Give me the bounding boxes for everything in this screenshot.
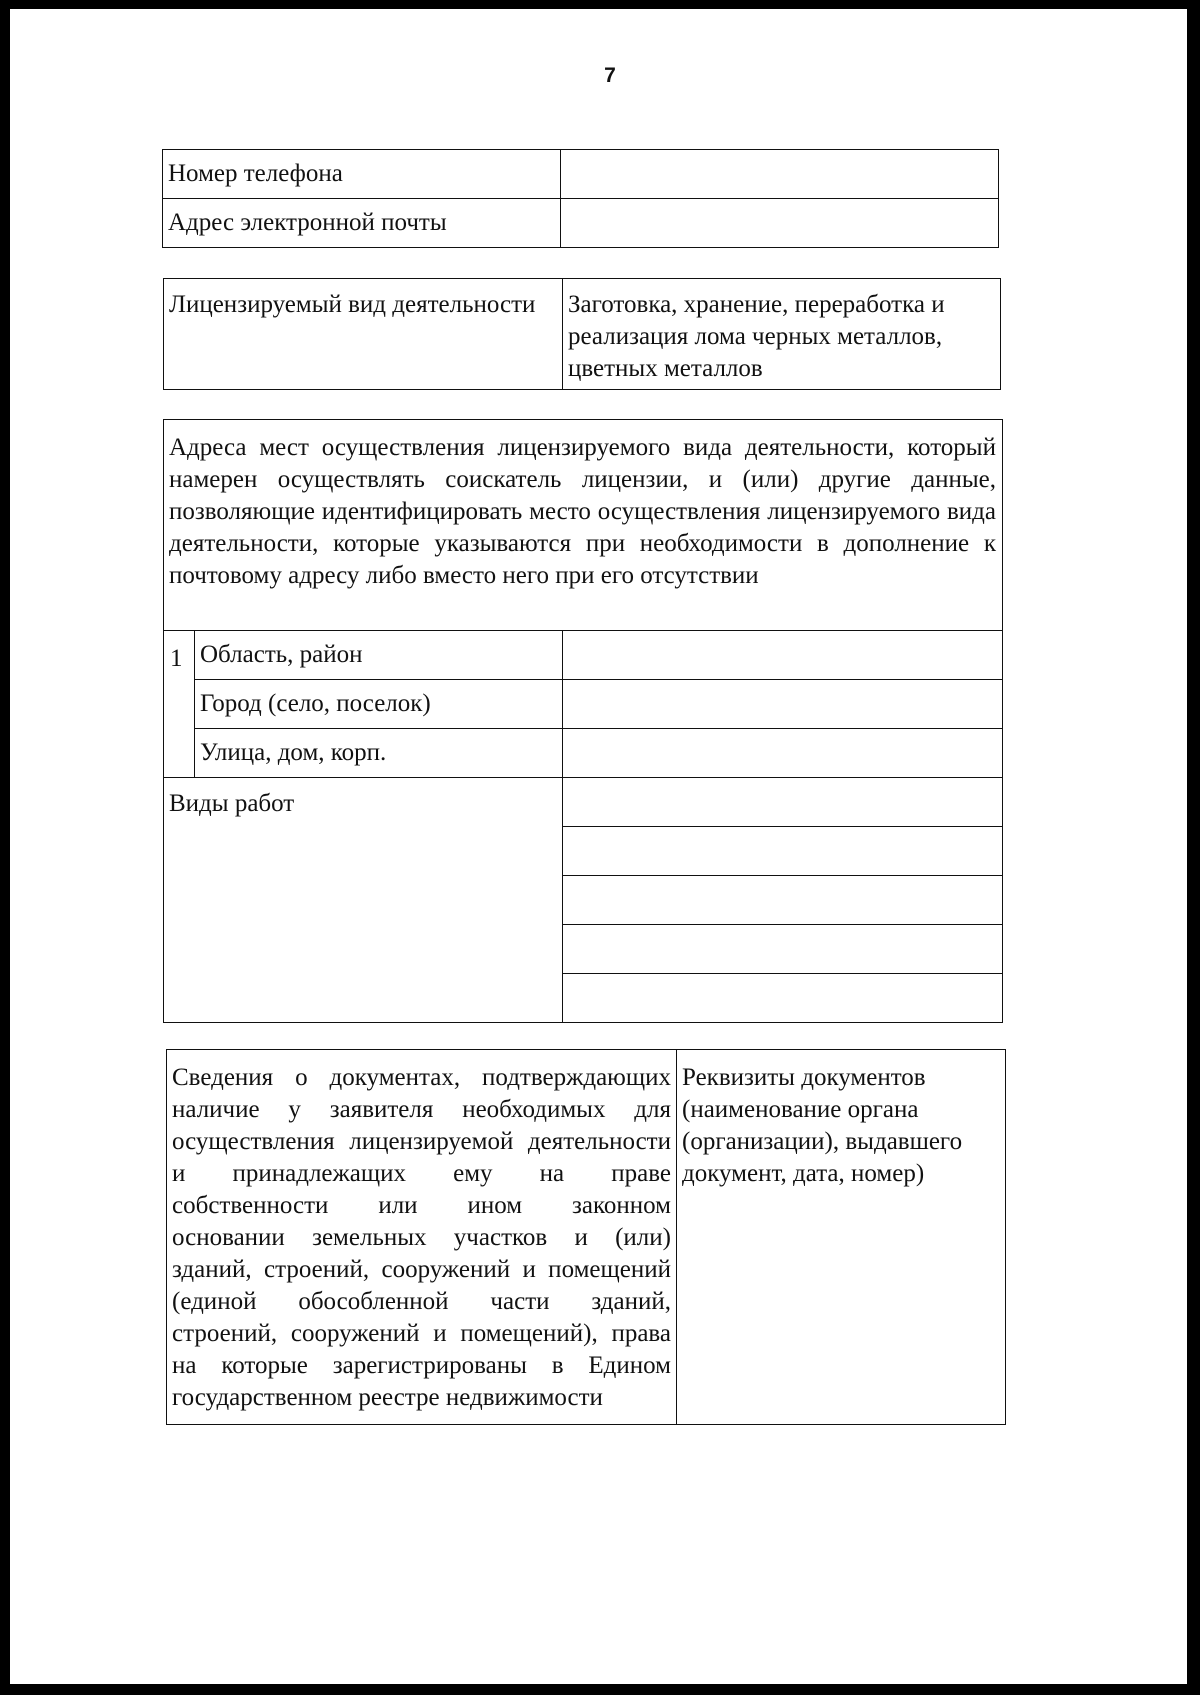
- documents-description-line: осуществления лицензируемой деятельности: [172, 1128, 671, 1155]
- documents-requisites: [677, 1050, 1006, 1425]
- documents-description: [167, 1050, 677, 1425]
- contacts-table: [162, 149, 999, 248]
- documents-requisites-line: (организации), выдавшего: [682, 1128, 963, 1155]
- places-heading-row: [164, 420, 1003, 631]
- email-row: [163, 199, 999, 248]
- activity-table: [163, 278, 1001, 390]
- street-field[interactable]: [563, 729, 1003, 778]
- address-row-number: 1: [164, 631, 195, 778]
- address-row-region: [164, 631, 1003, 680]
- phone-value-field[interactable]: [561, 150, 999, 199]
- address-row-city: [164, 680, 1003, 729]
- email-value-field[interactable]: [561, 199, 999, 248]
- phone-label: Номер телефона: [163, 150, 561, 199]
- address-row-street: [164, 729, 1003, 778]
- documents-description-line: наличие у заявителя необходимых для: [172, 1096, 671, 1123]
- documents-description-line: и принадлежащих ему на праве: [172, 1160, 671, 1187]
- documents-description-line: на которые зарегистрированы в Едином: [172, 1352, 671, 1379]
- places-heading: Адреса мест осуществления лицензируемого вида деятельности, который намерен осуществлять соискатель лицензии, и (или) другие данные, позволяющие идентифицировать место осуществления лицензируемого вида деятельности, которые указываются при необходимости в дополнение к почтовому адресу либо вместо него при его отсутствии: [164, 420, 1003, 631]
- documents-description-line: зданий, строений, сооружений и помещений: [172, 1256, 671, 1283]
- email-label: Адрес электронной почты: [163, 199, 561, 248]
- works-field-3[interactable]: [563, 876, 1003, 925]
- region-field[interactable]: [563, 631, 1003, 680]
- street-label: Улица, дом, корп.: [195, 729, 563, 778]
- documents-description-line: собственности или ином законном: [172, 1192, 671, 1219]
- activity-label: Лицензируемый вид деятельности: [164, 279, 563, 390]
- document-page: [10, 9, 1187, 1684]
- documents-table: [166, 1049, 1006, 1425]
- documents-requisites-line: (наименование органа: [682, 1096, 919, 1123]
- documents-description-line: основании земельных участков и (или): [172, 1224, 671, 1251]
- works-field-1[interactable]: [563, 778, 1003, 827]
- works-field-4[interactable]: [563, 925, 1003, 974]
- page-number: 7: [604, 64, 616, 87]
- city-label: Город (село, поселок): [195, 680, 563, 729]
- places-table: [163, 419, 1003, 1023]
- works-label: Виды работ: [164, 778, 563, 1023]
- phone-row: [163, 150, 999, 199]
- works-row: [164, 778, 1003, 827]
- documents-description-line: (единой обособленной части зданий,: [172, 1288, 671, 1315]
- documents-description-line: строений, сооружений и помещений), права: [172, 1320, 671, 1347]
- documents-row: [167, 1050, 1006, 1425]
- documents-description-line: Сведения о документах, подтверждающих: [172, 1064, 671, 1091]
- city-field[interactable]: [563, 680, 1003, 729]
- works-field-2[interactable]: [563, 827, 1003, 876]
- region-label: Область, район: [195, 631, 563, 680]
- documents-requisites-line: Реквизиты документов: [682, 1064, 926, 1091]
- activity-value: Заготовка, хранение, переработка и реализация лома черных металлов, цветных металлов: [563, 279, 1001, 390]
- documents-requisites-line: документ, дата, номер): [682, 1160, 925, 1187]
- activity-row: [164, 279, 1001, 390]
- documents-description-line: государственном реестре недвижимости: [172, 1384, 603, 1411]
- works-field-5[interactable]: [563, 974, 1003, 1023]
